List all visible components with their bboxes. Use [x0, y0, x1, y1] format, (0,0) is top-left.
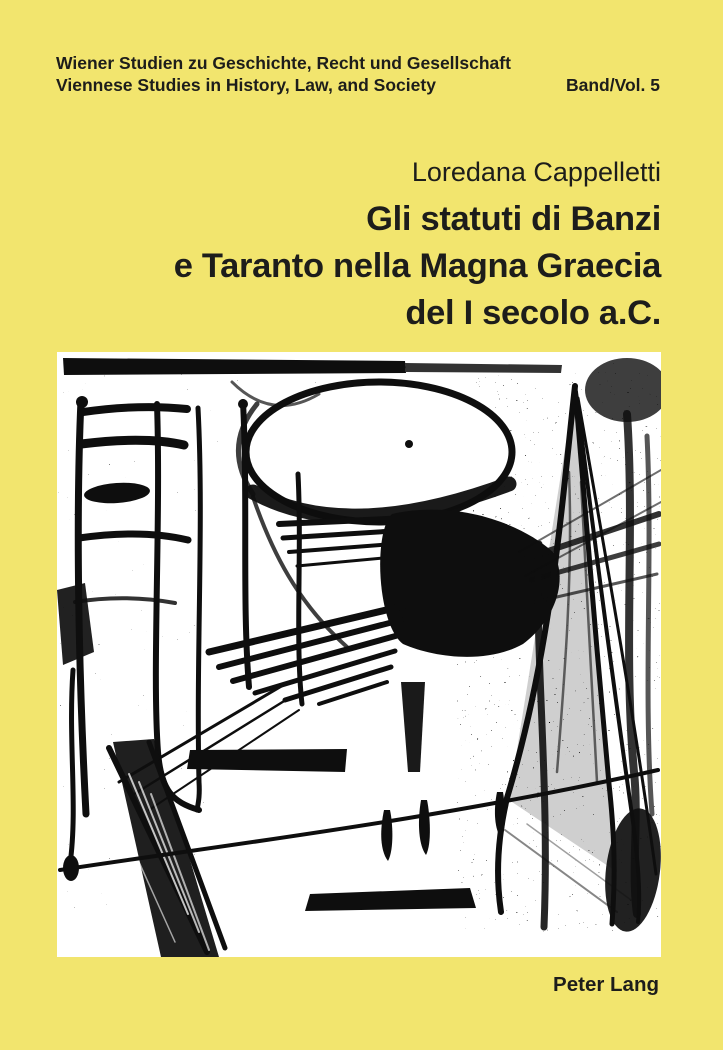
- book-title-line-3: del I secolo a.C.: [405, 294, 661, 332]
- series-title-german: Wiener Studien zu Geschichte, Recht und Gesellschaft: [56, 53, 511, 73]
- book-title-line-2: e Taranto nella Magna Graecia: [173, 247, 661, 285]
- series-title: [56, 52, 511, 96]
- series-title-english: Viennese Studies in History, Law, and Society: [56, 75, 436, 95]
- publisher-name: Peter Lang: [553, 973, 659, 996]
- author-name: Loredana Cappelletti: [411, 157, 661, 187]
- book-title: [174, 196, 661, 337]
- book-title-line-1: Gli statuti di Banzi: [366, 200, 661, 238]
- cover-artwork: [57, 352, 661, 957]
- volume-label: Band/Vol. 5: [566, 75, 660, 95]
